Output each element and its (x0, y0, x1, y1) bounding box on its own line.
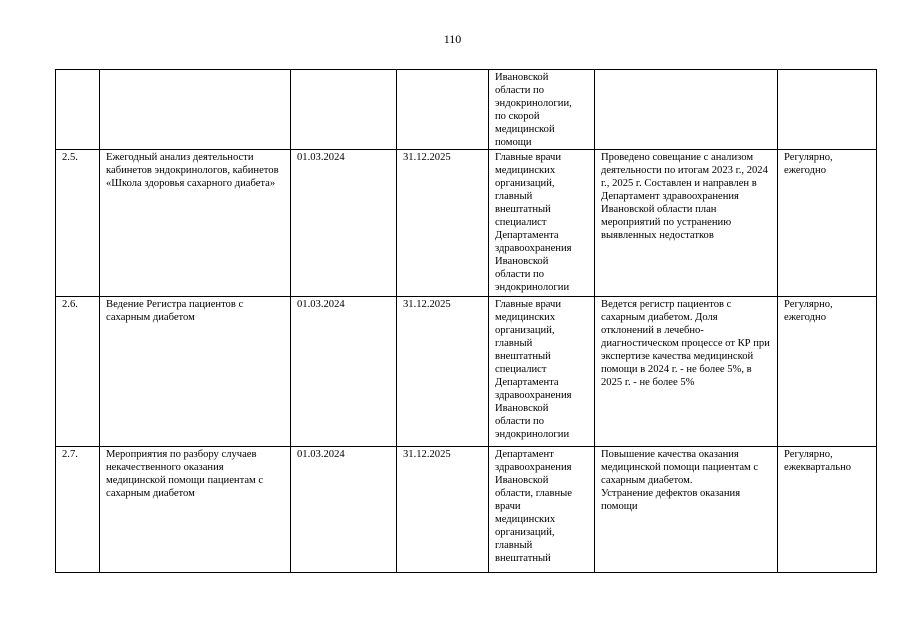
cell-activity: Мероприятия по разбору случаев некачественного оказания медицинской помощи пациентам с сахарным диабетом (100, 447, 291, 573)
cell-num: 2.5. (56, 150, 100, 297)
cell-result (595, 70, 778, 150)
cell-start-date: 01.03.2024 (291, 447, 397, 573)
cell-end-date: 31.12.2025 (397, 297, 489, 447)
cell-num: 2.6. (56, 297, 100, 447)
cell-result: Проведено совещание с анализом деятельности по итогам 2023 г., 2024 г., 2025 г. Составлен и направлен в Департамент здравоохранения Ивановской области план мероприятий по устранению выявленных недостатков (595, 150, 778, 297)
cell-frequency: Регулярно, ежегодно (778, 297, 877, 447)
cell-result: Ведется регистр пациентов с сахарным диабетом. Доля отклонений в лечебно-диагностическом процессе от КР при экспертизе качества медицинской помощи в 2024 г. - не более 5%, в 2025 г. - не более 5% (595, 297, 778, 447)
cell-responsible: Главные врачи медицинских организаций, главный внештатный специалист Департамента здравоохранения Ивановской области по эндокринологии (489, 297, 595, 447)
cell-frequency: Регулярно, ежеквартально (778, 447, 877, 573)
cell-responsible: Ивановской области по эндокринологии, по скорой медицинской помощи (489, 70, 595, 150)
cell-result: Повышение качества оказания медицинской помощи пациентам с сахарным диабетом. Устранение дефектов оказания помощи (595, 447, 778, 573)
cell-start-date: 01.03.2024 (291, 150, 397, 297)
cell-frequency (778, 70, 877, 150)
cell-activity: Ведение Регистра пациентов с сахарным диабетом (100, 297, 291, 447)
table-row-continuation (56, 70, 877, 150)
cell-activity: Ежегодный анализ деятельности кабинетов эндокринологов, кабинетов «Школа здоровья сахарного диабета» (100, 150, 291, 297)
table-row (56, 447, 877, 573)
cell-responsible: Главные врачи медицинских организаций, главный внештатный специалист Департамента здравоохранения Ивановской области по эндокринологии (489, 150, 595, 297)
cell-responsible: Департамент здравоохранения Ивановской области, главные врачи медицинских организаций, главный внештатный (489, 447, 595, 573)
table-row (56, 150, 877, 297)
measures-table (55, 69, 877, 573)
cell-activity (100, 70, 291, 150)
cell-end-date: 31.12.2025 (397, 447, 489, 573)
cell-start-date: 01.03.2024 (291, 297, 397, 447)
cell-start-date (291, 70, 397, 150)
page-number: 110 (443, 32, 462, 46)
cell-end-date (397, 70, 489, 150)
cell-num: 2.7. (56, 447, 100, 573)
cell-end-date: 31.12.2025 (397, 150, 489, 297)
cell-frequency: Регулярно, ежегодно (778, 150, 877, 297)
table-row (56, 297, 877, 447)
cell-num (56, 70, 100, 150)
